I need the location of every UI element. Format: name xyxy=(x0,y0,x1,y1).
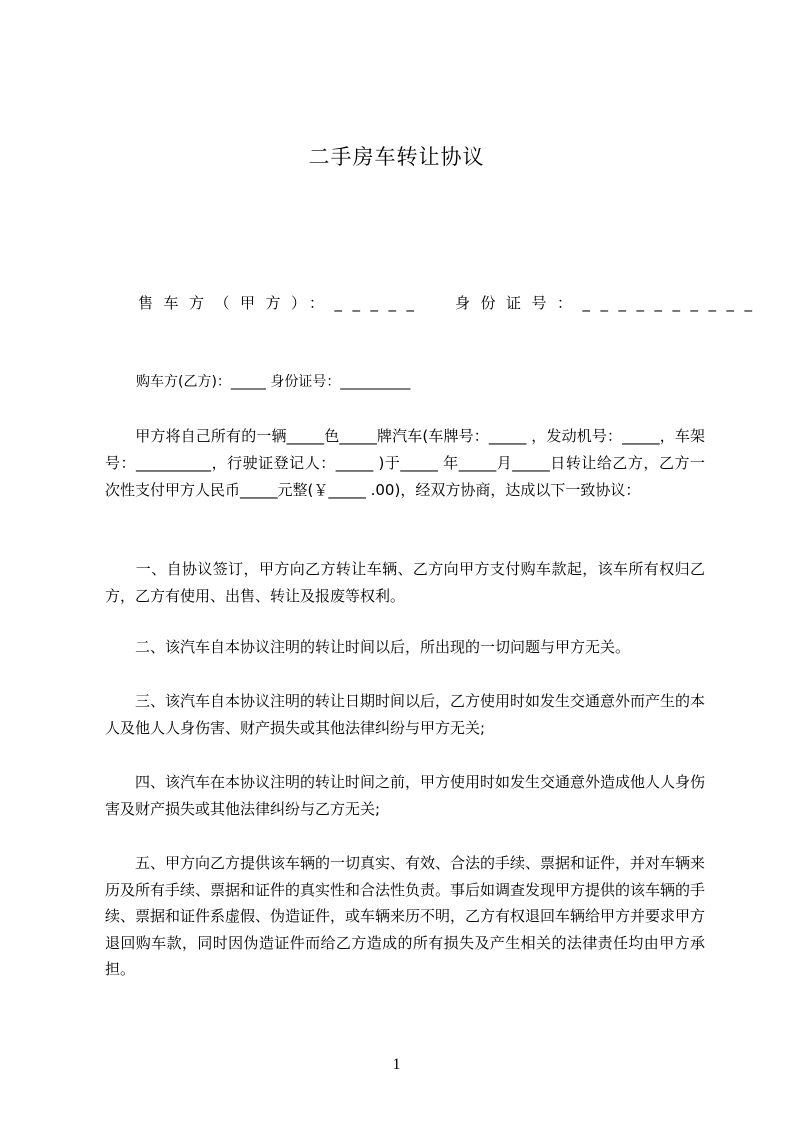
page-number: 1 xyxy=(392,1056,401,1073)
document-title: 二手房车转让协议 xyxy=(308,145,485,169)
intro-paragraph: 甲方将自己所有的一辆_____色_____牌汽车(车牌号：_____ ，发动机号：_____，车架号：__________，行驶证登记人：_____ )于_____ 年_____月_____日转让给乙方，乙方一次性支付甲方人民币_____元整(￥_____ .00)，经双方协商，达成以下一致协议： xyxy=(105,427,705,499)
clause-5: 五、甲方向乙方提供该车辆的一切真实、有效、合法的手续、票据和证件，并对车辆来历及所有手续、票据和证件的真实性和合法性负责。事后如调查发现甲方提供的该车辆的手续、票据和证件系虚假、伪造证件，或车辆来历不明，乙方有权退回车辆给甲方并要求甲方退回购车款，同时因伪造证件而给乙方造成的所有损失及产生相关的法律责任均由甲方承担。 xyxy=(105,854,706,978)
buyer-info-line: 购车方(乙方)：_____ 身份证号：__________ xyxy=(136,374,411,390)
clause-2: 二、该汽车自本协议注明的转让时间以后，所出现的一切问题与甲方无关。 xyxy=(105,638,631,656)
seller-info-line: 售车方（甲方）：_____ 身份证号：__________ xyxy=(138,294,763,312)
clause-1: 一、自协议签订，甲方向乙方转让车辆、乙方向甲方支付购车款起，该车所有权归乙方，乙方有使用、出售、转让及报废等权利。 xyxy=(105,560,705,605)
clause-3: 三、该汽车自本协议注明的转让日期时间以后，乙方使用时如发生交通意外而产生的本人及他人人身伤害、财产损失或其他法律纠纷与甲方无关; xyxy=(105,692,706,737)
clause-4: 四、该汽车在本协议注明的转让时间之前，甲方使用时如发生交通意外造成他人人身伤害及财产损失或其他法律纠纷与乙方无关; xyxy=(105,773,706,818)
